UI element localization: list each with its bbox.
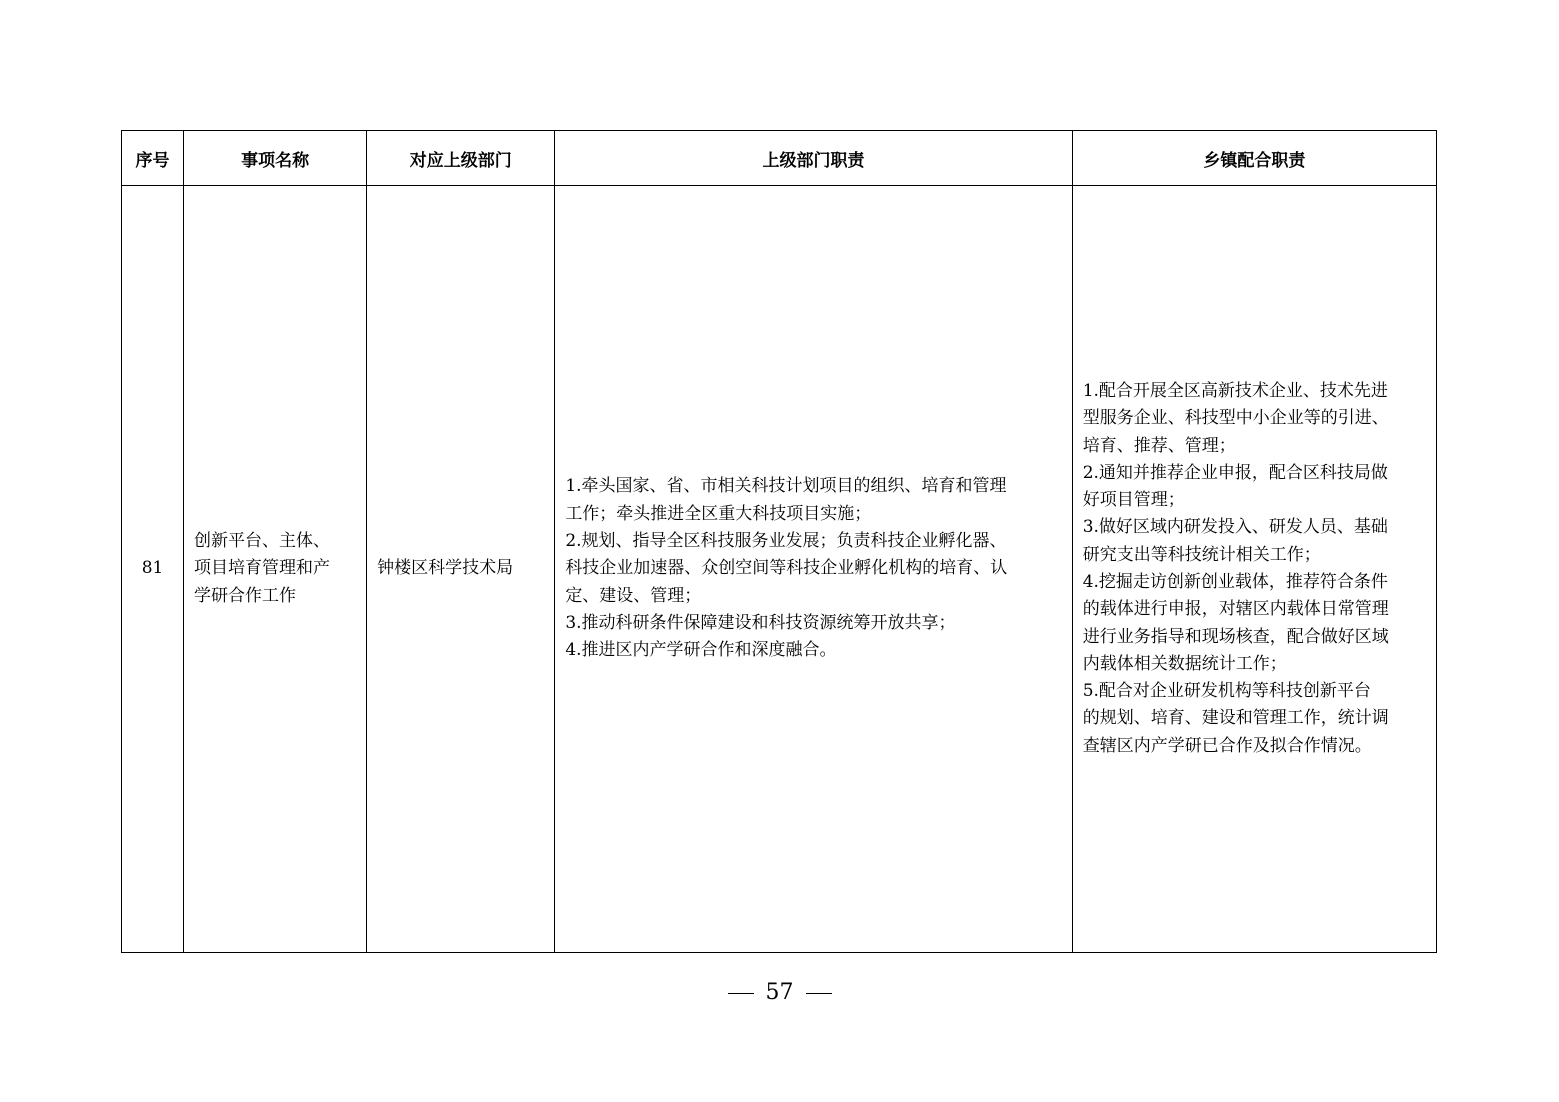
duty-line: 4.推进区内产学研合作和深度融合。	[565, 640, 837, 661]
cell-superior-dept: 钟楼区科学技术局	[367, 186, 555, 953]
town-duty-line: 内载体相关数据统计工作；	[1082, 653, 1287, 674]
cell-superior-duty	[555, 186, 1072, 953]
duty-line: 1.牵头国家、省、市相关科技计划项目的组织、培育和管理	[565, 476, 1007, 497]
duty-line: 3.推动科研条件保障建设和科技资源统筹开放共享；	[565, 612, 956, 633]
item-name-line: 学研合作工作	[194, 585, 297, 606]
cell-item-name	[184, 186, 367, 953]
item-name-line: 项目培育管理和产	[194, 558, 331, 579]
town-duty-line: 的载体进行申报，对辖区内载体日常管理	[1082, 599, 1389, 620]
town-duty-line: 2.通知并推荐企业申报，配合区科技局做	[1082, 462, 1388, 483]
table-header-row	[122, 131, 1437, 186]
town-duty-line: 1.配合开展全区高新技术企业、技术先进	[1082, 380, 1388, 401]
header-item-name: 事项名称	[184, 131, 367, 186]
page-footer	[0, 980, 1559, 1005]
town-duty-line: 研究支出等科技统计相关工作；	[1082, 544, 1321, 565]
responsibility-table	[121, 130, 1437, 953]
header-superior-duty: 上级部门职责	[555, 131, 1072, 186]
duty-line: 科技企业加速器、众创空间等科技企业孵化机构的培育、认	[565, 558, 1008, 579]
table-row	[122, 186, 1437, 953]
footer-dash-left	[728, 993, 754, 994]
duty-line: 工作；牵头推进全区重大科技项目实施；	[565, 503, 872, 524]
header-no: 序号	[122, 131, 184, 186]
town-duty-line: 培育、推荐、管理；	[1082, 435, 1236, 456]
town-duty-line: 好项目管理；	[1082, 490, 1185, 511]
duty-line: 2.规划、指导全区科技服务业发展；负责科技企业孵化器、	[565, 531, 1007, 552]
town-duty-line: 4.挖掘走访创新创业载体，推荐符合条件	[1082, 572, 1388, 592]
item-name-line: 创新平台、主体、	[194, 531, 331, 552]
page-number: 57	[765, 980, 794, 1005]
header-superior-dept: 对应上级部门	[367, 131, 555, 186]
town-duty-line: 5.配合对企业研发机构等科技创新平台	[1082, 681, 1371, 702]
town-duty-line: 3.做好区域内研发投入、研发人员、基础	[1082, 517, 1388, 538]
town-duty-line: 型服务企业、科技型中小企业等的引进、	[1082, 408, 1389, 429]
town-duty-line: 进行业务指导和现场核查，配合做好区域	[1082, 626, 1389, 647]
footer-dash-right	[806, 993, 832, 994]
cell-town-duty	[1072, 186, 1436, 953]
town-duty-line: 查辖区内产学研已合作及拟合作情况。	[1082, 735, 1372, 756]
town-duty-line: 的规划、培育、建设和管理工作，统计调	[1082, 708, 1389, 729]
duty-line: 定、建设、管理；	[565, 585, 702, 606]
header-town-duty: 乡镇配合职责	[1072, 131, 1436, 186]
cell-row-number: 81	[122, 186, 184, 953]
